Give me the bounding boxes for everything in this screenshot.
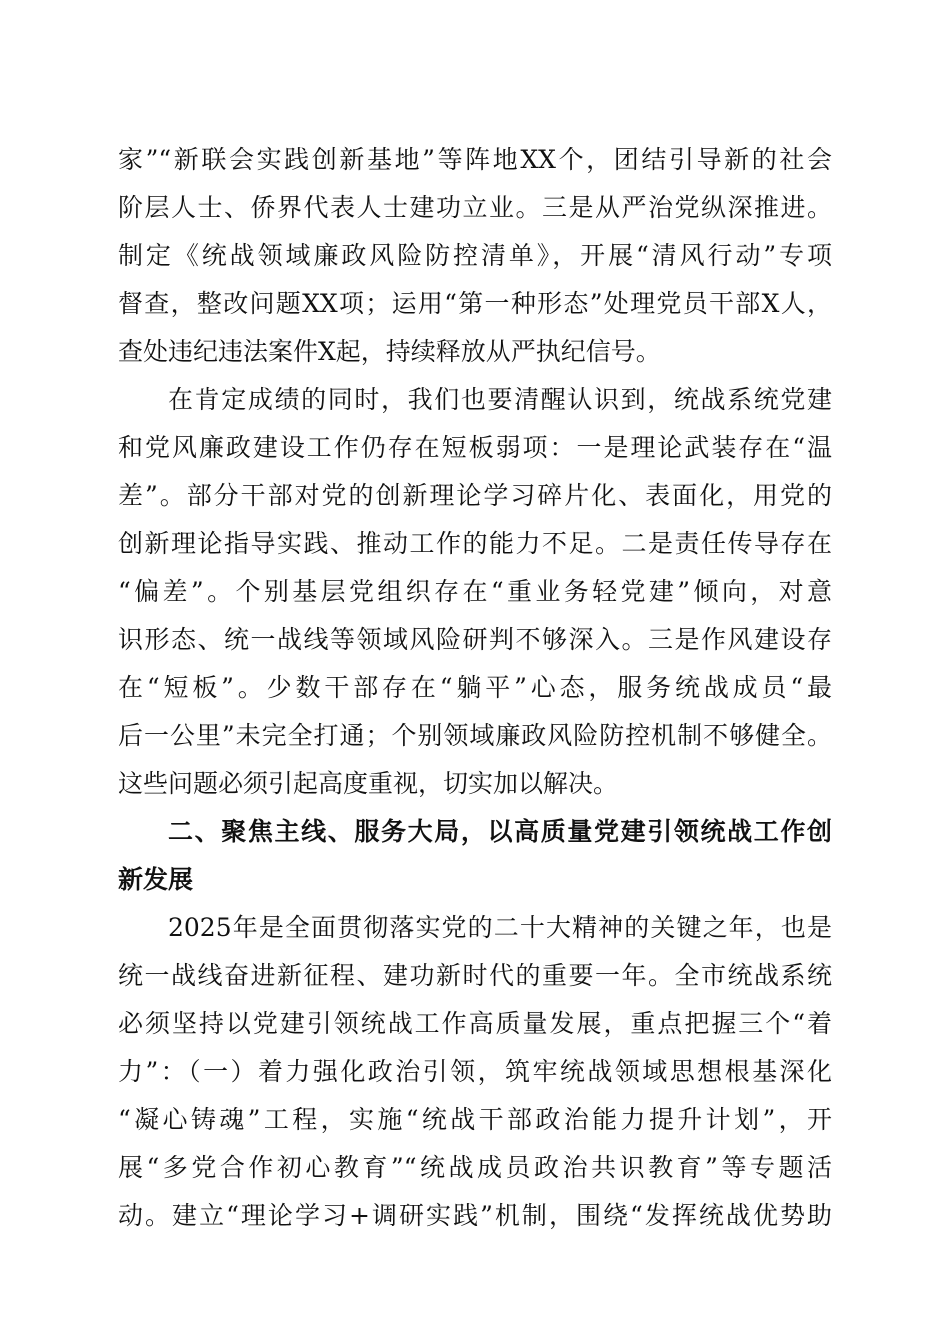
text-line: “偏差”。个别基层党组织存在“重业务轻党建”倾向，对意 (118, 577, 832, 606)
text-line: 制定《统战领域廉政风险防控清单》，开展“清风行动”专项 (118, 241, 832, 270)
section-heading: 二、聚焦主线、服务大局，以高质量党建引领统战工作创 (168, 817, 832, 846)
text-line: 统一战线奋进新征程、建功新时代的重要一年。全市统战系统 (118, 961, 832, 990)
text-line: 阶层人士、侨界代表人士建功立业。三是从严治党纵深推进。 (118, 193, 832, 222)
text-line: 后一公里”未完全打通；个别领域廉政风险防控机制不够健全。 (118, 721, 832, 750)
text-line: 差”。部分干部对党的创新理论学习碎片化、表面化，用党的 (118, 481, 832, 510)
text-line: 这些问题必须引起高度重视，切实加以解决。 (118, 769, 619, 798)
text-line: 和党风廉政建设工作仍存在短板弱项：一是理论武装存在“温 (118, 433, 832, 462)
paragraph-first-line: 2025年是全面贯彻落实党的二十大精神的关键之年，也是 (168, 913, 832, 942)
text-line: 督查，整改问题XX项；运用“第一种形态”处理党员干部X人， (118, 289, 832, 318)
text-line: 查处违纪违法案件X起，持续释放从严执纪信号。 (118, 337, 661, 366)
text-line: 家”“新联会实践创新基地”等阵地XX个，团结引导新的社会 (118, 145, 832, 174)
text-line: 创新理论指导实践、推动工作的能力不足。二是责任传导存在 (118, 529, 832, 558)
section-heading-continued: 新发展 (118, 865, 194, 894)
text-line: 在“短板”。少数干部存在“躺平”心态，服务统战成员“最 (118, 673, 832, 702)
text-line: 展“多党合作初心教育”“统战成员政治共识教育”等专题活 (118, 1153, 832, 1182)
text-line: 识形态、统一战线等领域风险研判不够深入。三是作风建设存 (118, 625, 832, 654)
text-line: 必须坚持以党建引领统战工作高质量发展，重点把握三个“着 (118, 1009, 832, 1038)
text-line: 力”：（一）着力强化政治引领，筑牢统战领域思想根基深化 (118, 1057, 832, 1086)
paragraph-first-line: 在肯定成绩的同时，我们也要清醒认识到，统战系统党建 (168, 385, 832, 414)
text-line: “凝心铸魂”工程，实施“统战干部政治能力提升计划”，开 (118, 1105, 832, 1134)
text-line: 动。建立“理论学习+调研实践”机制，围绕“发挥统战优势助 (118, 1201, 832, 1230)
